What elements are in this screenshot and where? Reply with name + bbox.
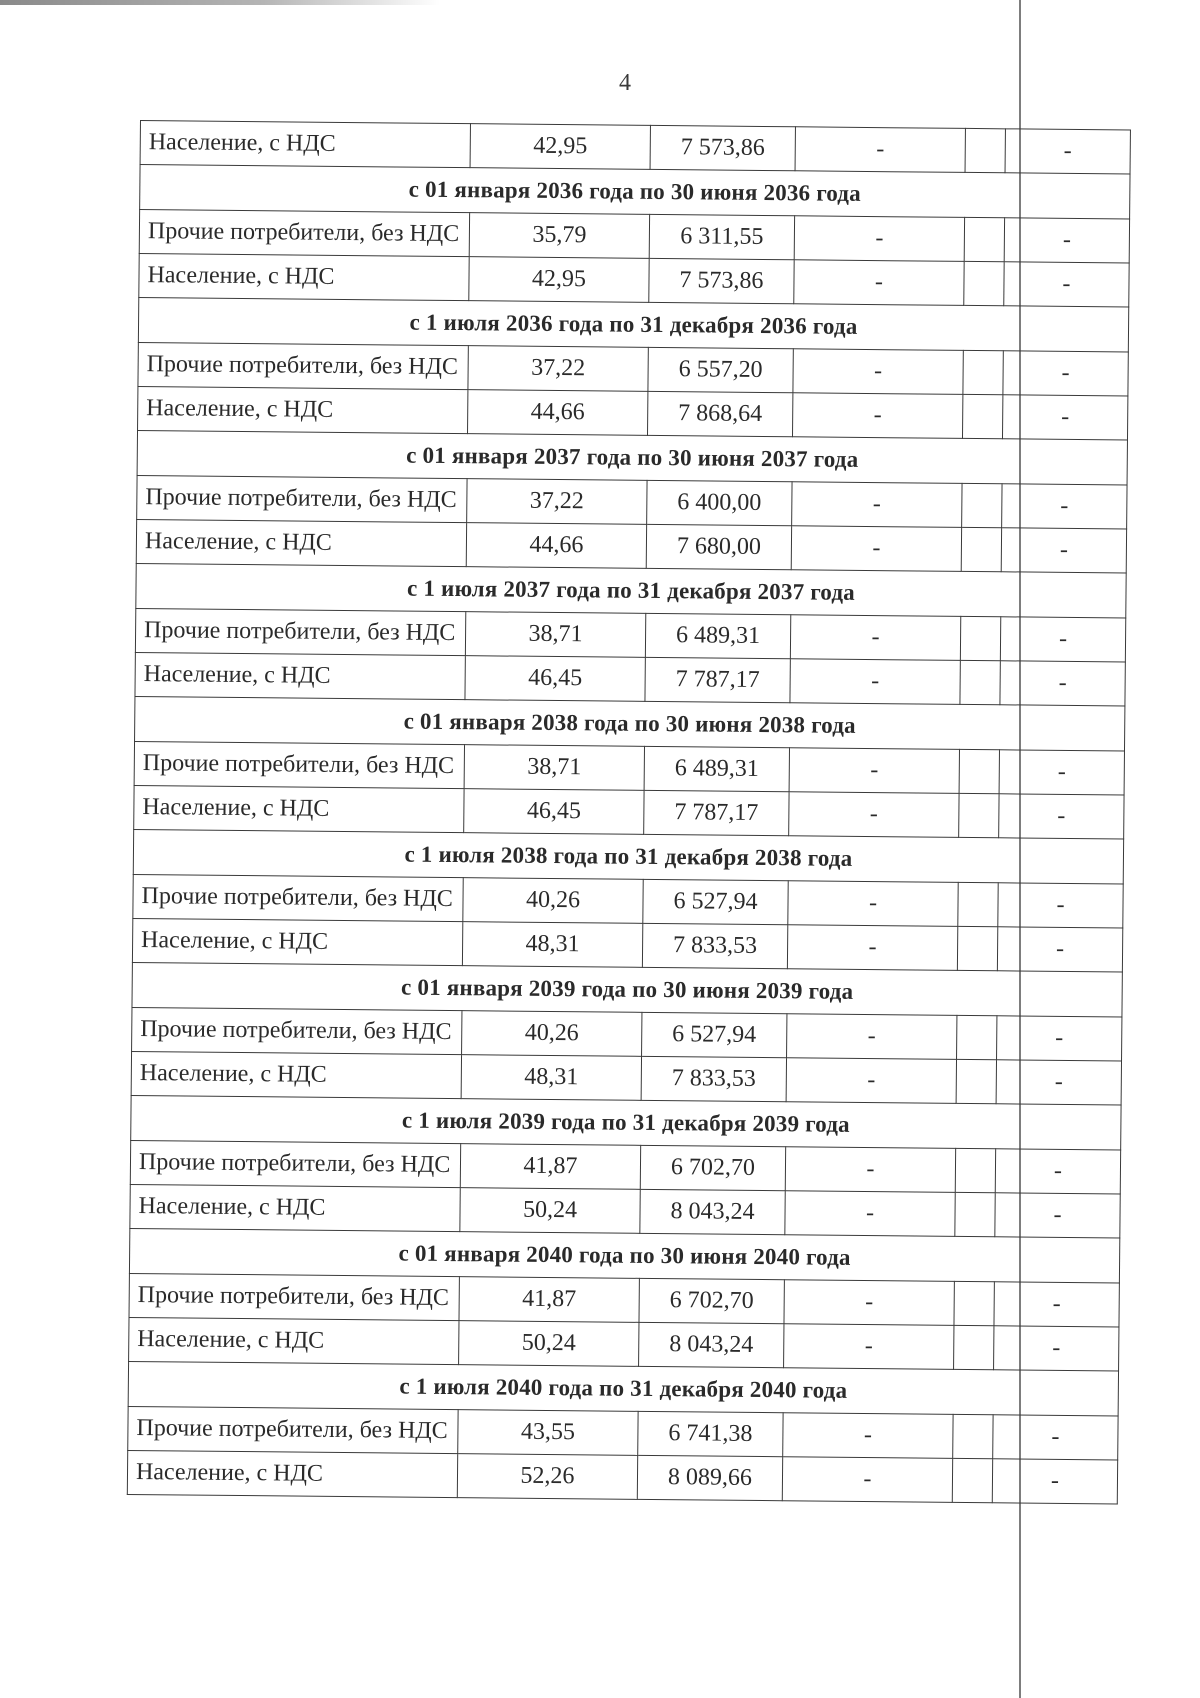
row-label: Население, с НДС <box>129 1317 459 1364</box>
value-cell-4: - <box>1000 661 1125 706</box>
value-cell-2: 7 680,00 <box>646 524 791 569</box>
spacer-cell <box>956 1059 996 1103</box>
value-cell-3: - <box>786 1058 956 1104</box>
value-cell-1: 42,95 <box>470 124 650 170</box>
row-label: Население, с НДС <box>132 918 462 965</box>
row-label: Прочие потребители, без НДС <box>132 1007 462 1054</box>
row-label: Население, с НДС <box>131 1051 461 1098</box>
value-cell-1: 44,66 <box>466 523 646 569</box>
value-cell-2: 6 489,31 <box>644 746 789 791</box>
value-cell-4: - <box>994 1326 1119 1371</box>
spacer-cell <box>962 483 1002 527</box>
row-label: Население, с НДС <box>136 519 466 566</box>
value-cell-4: - <box>1002 395 1127 440</box>
value-cell-3: - <box>790 615 960 661</box>
row-label: Прочие потребители, без НДС <box>134 741 464 788</box>
spacer-cell <box>963 350 1003 394</box>
value-cell-1: 50,24 <box>460 1188 640 1234</box>
period-header: с 01 января 2039 года по 30 июня 2039 года <box>132 962 1122 1017</box>
row-label: Прочие потребители, без НДС <box>139 210 469 257</box>
spacer-cell <box>964 261 1004 305</box>
page-number: 4 <box>619 70 631 96</box>
value-cell-1: 42,95 <box>469 257 649 303</box>
value-cell-2: 8 089,66 <box>637 1455 782 1500</box>
value-cell-1: 38,71 <box>465 612 645 658</box>
value-cell-1: 52,26 <box>457 1454 637 1500</box>
value-cell-3: - <box>795 127 965 173</box>
value-cell-4: - <box>1000 617 1125 662</box>
value-cell-2: 7 787,17 <box>644 790 789 835</box>
period-header: с 1 июля 2036 года по 31 декабря 2036 года <box>138 297 1128 352</box>
value-cell-1: 40,26 <box>463 878 643 924</box>
value-cell-3: - <box>794 216 964 262</box>
value-cell-4: - <box>993 1415 1118 1460</box>
value-cell-2: 7 868,64 <box>647 391 792 436</box>
value-cell-4: - <box>998 883 1123 928</box>
value-cell-3: - <box>783 1413 953 1459</box>
value-cell-1: 40,26 <box>462 1011 642 1057</box>
value-cell-2: 8 043,24 <box>639 1322 784 1367</box>
value-cell-3: - <box>788 881 958 927</box>
value-cell-4: - <box>1004 262 1129 307</box>
spacer-cell <box>959 793 999 837</box>
value-cell-4: - <box>1003 351 1128 396</box>
row-label: Население, с НДС <box>140 121 470 168</box>
value-cell-1: 48,31 <box>462 922 642 968</box>
spacer-cell <box>958 882 998 926</box>
spacer-cell <box>954 1281 994 1325</box>
period-header: с 1 июля 2038 года по 31 декабря 2038 года <box>133 829 1123 884</box>
row-label: Прочие потребители, без НДС <box>133 874 463 921</box>
value-cell-4: - <box>995 1193 1120 1238</box>
value-cell-1: 44,66 <box>468 390 648 436</box>
value-cell-3: - <box>789 792 959 838</box>
value-cell-2: 8 043,24 <box>640 1189 785 1234</box>
spacer-cell <box>959 749 999 793</box>
spacer-cell <box>960 616 1000 660</box>
value-cell-1: 41,87 <box>460 1144 640 1190</box>
value-cell-3: - <box>787 1014 957 1060</box>
value-cell-3: - <box>784 1280 954 1326</box>
value-cell-2: 6 527,94 <box>642 1012 787 1057</box>
value-cell-1: 38,71 <box>464 745 644 791</box>
period-header: с 01 января 2037 года по 30 июня 2037 года <box>137 430 1127 485</box>
value-cell-2: 7 833,53 <box>641 1056 786 1101</box>
value-cell-1: 37,22 <box>467 479 647 525</box>
value-cell-1: 50,24 <box>459 1321 639 1367</box>
value-cell-3: - <box>792 393 962 439</box>
value-cell-2: 6 702,70 <box>639 1278 784 1323</box>
value-cell-2: 7 573,86 <box>649 258 794 303</box>
value-cell-4: - <box>997 927 1122 972</box>
value-cell-4: - <box>992 1459 1117 1504</box>
row-label: Население, с НДС <box>139 253 469 300</box>
value-cell-2: 7 573,86 <box>650 125 795 170</box>
value-cell-2: 6 400,00 <box>647 480 792 525</box>
value-cell-2: 6 527,94 <box>643 879 788 924</box>
tariff-table <box>127 120 1131 1504</box>
spacer-cell <box>961 527 1001 571</box>
period-header: с 01 января 2038 года по 30 июня 2038 года <box>135 696 1125 751</box>
period-header: с 1 июля 2037 года по 31 декабря 2037 года <box>136 563 1126 618</box>
value-cell-3: - <box>791 526 961 572</box>
value-cell-4: - <box>999 750 1124 795</box>
spacer-cell <box>955 1192 995 1236</box>
value-cell-4: - <box>1005 129 1130 174</box>
value-cell-1: 46,45 <box>464 789 644 835</box>
spacer-cell <box>964 217 1004 261</box>
row-label: Население, с НДС <box>130 1184 460 1231</box>
value-cell-4: - <box>995 1149 1120 1194</box>
spacer-cell <box>957 926 997 970</box>
value-cell-1: 35,79 <box>469 213 649 259</box>
value-cell-3: - <box>784 1324 954 1370</box>
row-label: Население, с НДС <box>127 1450 457 1497</box>
table-row <box>127 1450 1117 1504</box>
value-cell-4: - <box>1004 218 1129 263</box>
row-label: Прочие потребители, без НДС <box>137 475 467 522</box>
value-cell-4: - <box>1002 484 1127 529</box>
value-cell-1: 46,45 <box>465 656 645 702</box>
row-label: Прочие потребители, без НДС <box>128 1406 458 1453</box>
value-cell-3: - <box>793 349 963 395</box>
row-label: Население, с НДС <box>138 386 468 433</box>
value-cell-3: - <box>789 748 959 794</box>
spacer-cell <box>955 1148 995 1192</box>
value-cell-1: 37,22 <box>468 346 648 392</box>
value-cell-2: 7 787,17 <box>645 657 790 702</box>
value-cell-4: - <box>996 1060 1121 1105</box>
value-cell-1: 43,55 <box>458 1410 638 1456</box>
value-cell-3: - <box>787 925 957 971</box>
spacer-cell <box>960 660 1000 704</box>
row-label: Прочие потребители, без НДС <box>130 1140 460 1187</box>
period-header: с 1 июля 2040 года по 31 декабря 2040 года <box>128 1361 1118 1416</box>
row-label: Прочие потребители, без НДС <box>129 1273 459 1320</box>
value-cell-4: - <box>997 1016 1122 1061</box>
row-label: Прочие потребители, без НДС <box>135 608 465 655</box>
value-cell-4: - <box>999 794 1124 839</box>
spacer-cell <box>954 1325 994 1369</box>
value-cell-3: - <box>785 1191 955 1237</box>
value-cell-2: 6 557,20 <box>648 347 793 392</box>
value-cell-3: - <box>790 659 960 705</box>
value-cell-3: - <box>782 1457 952 1503</box>
spacer-cell <box>957 1015 997 1059</box>
period-header: с 01 января 2040 года по 30 июня 2040 года <box>129 1228 1119 1283</box>
value-cell-3: - <box>785 1147 955 1193</box>
value-cell-2: 6 741,38 <box>638 1411 783 1456</box>
tariff-table-body <box>127 121 1130 1504</box>
value-cell-1: 48,31 <box>461 1055 641 1101</box>
value-cell-2: 7 833,53 <box>642 923 787 968</box>
spacer-cell <box>952 1458 992 1502</box>
value-cell-3: - <box>794 260 964 306</box>
period-header: с 1 июля 2039 года по 31 декабря 2039 года <box>131 1095 1121 1150</box>
row-label: Прочие потребители, без НДС <box>138 342 468 389</box>
spacer-cell <box>965 128 1005 172</box>
value-cell-2: 6 489,31 <box>645 613 790 658</box>
row-label: Население, с НДС <box>135 652 465 699</box>
value-cell-4: - <box>994 1282 1119 1327</box>
spacer-cell <box>962 394 1002 438</box>
row-label: Население, с НДС <box>134 785 464 832</box>
spacer-cell <box>953 1414 993 1458</box>
value-cell-1: 41,87 <box>459 1277 639 1323</box>
value-cell-2: 6 702,70 <box>640 1145 785 1190</box>
value-cell-4: - <box>1001 528 1126 573</box>
value-cell-2: 6 311,55 <box>649 214 794 259</box>
value-cell-3: - <box>792 482 962 528</box>
scan-artifact-top <box>0 0 440 5</box>
period-header: с 01 января 2036 года по 30 июня 2036 года <box>140 165 1130 220</box>
